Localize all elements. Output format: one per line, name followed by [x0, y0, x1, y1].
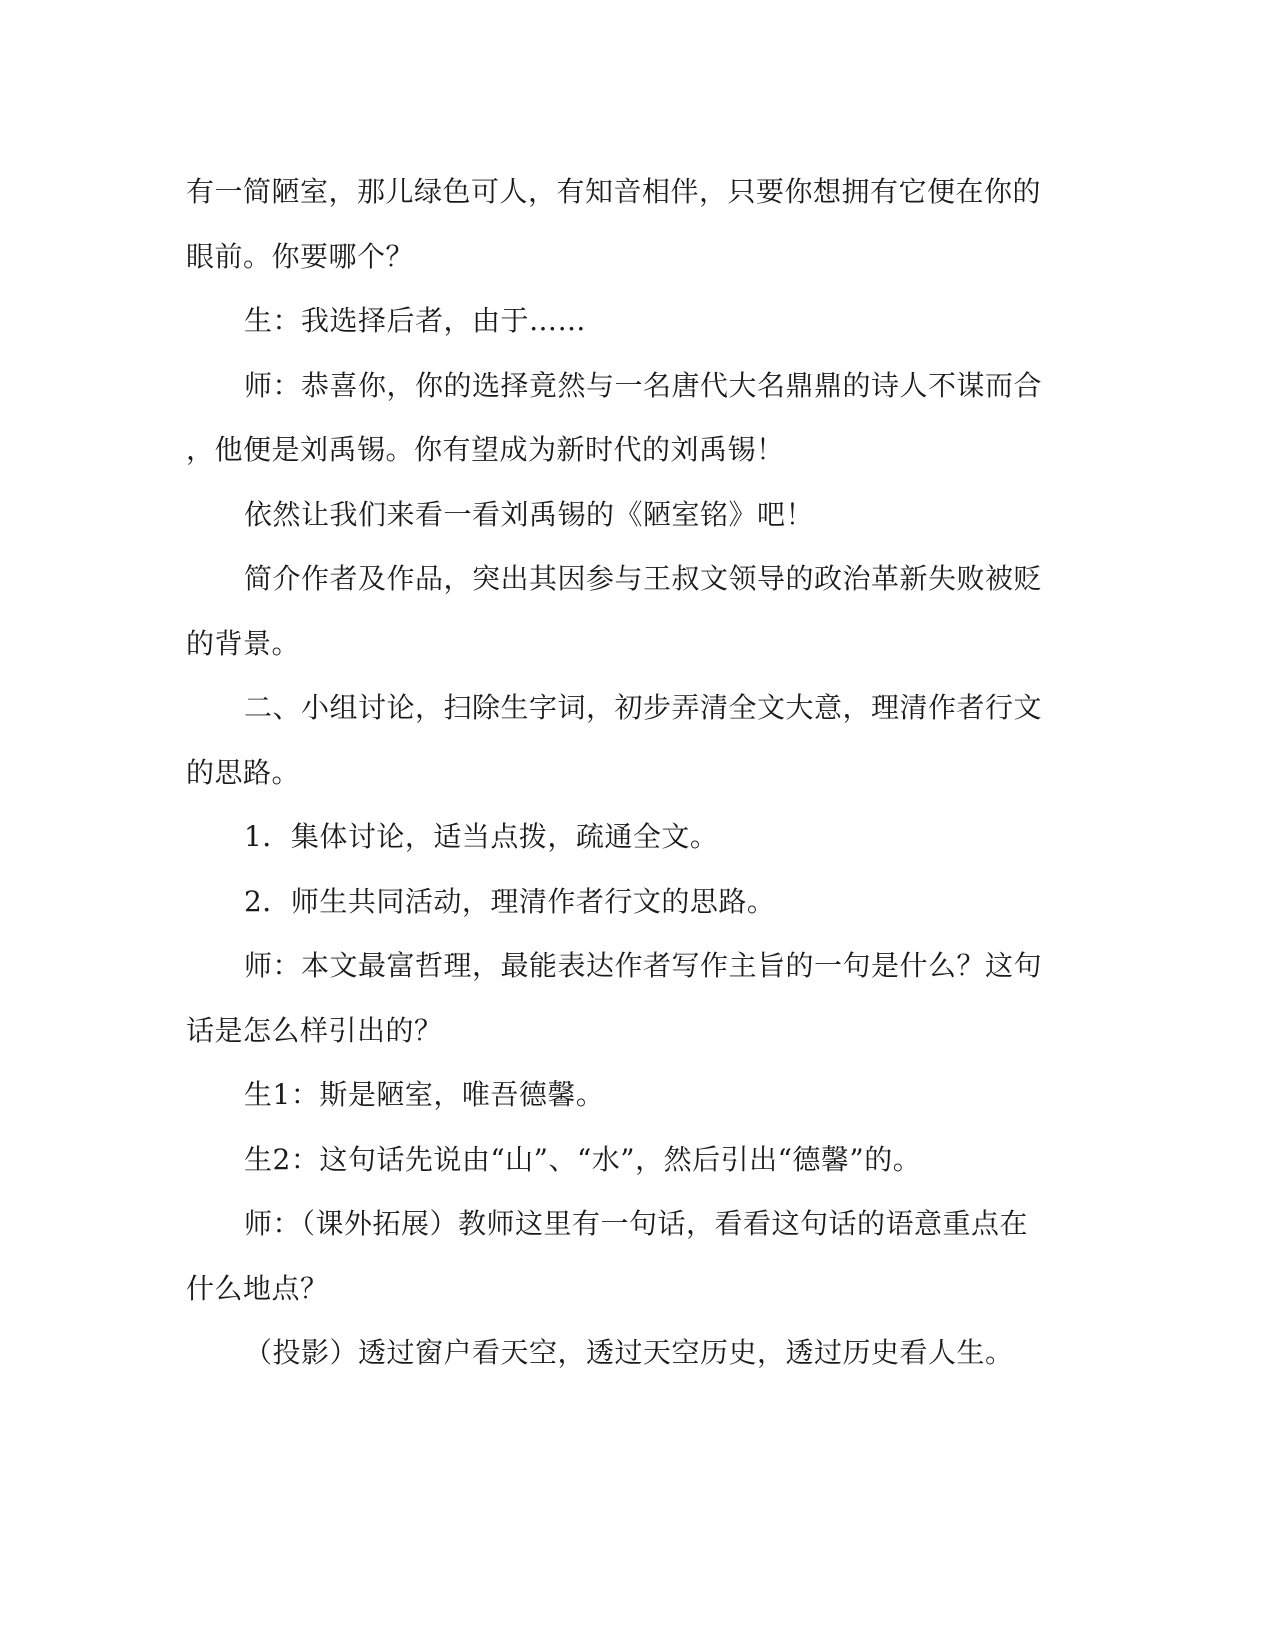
text-line: 依然让我们来看一看刘禹锡的《陋室铭》吧！	[244, 497, 815, 531]
text-line: 话是怎么样引出的？	[186, 1013, 443, 1047]
text-line: ，他便是刘禹锡。你有望成为新时代的刘禹锡！	[186, 433, 785, 466]
text-line: 有一简陋室，那儿绿色可人，有知音相伴，只要你想拥有它便在你的	[186, 175, 1042, 208]
text-line: 什么地点？	[186, 1271, 329, 1305]
text-line: 生：我选择后者，由于……	[244, 304, 587, 337]
text-line: （投影）透过窗户看天空，透过天空历史，透过历史看人生。	[244, 1336, 1014, 1369]
text-line: 师：（课外拓展）教师这里有一句话，看看这句话的语意重点在	[244, 1207, 1029, 1240]
text-line: 的背景。	[186, 626, 301, 660]
text-line: 的思路。	[186, 755, 301, 789]
body-text	[186, 160, 1066, 1386]
text-line: 生1：斯是陋室，唯吾德馨。	[244, 1078, 605, 1111]
text-line: 眼前。你要哪个？	[186, 239, 415, 273]
text-line: 师：恭喜你，你的选择竟然与一名唐代大名鼎鼎的诗人不谋而合	[244, 368, 1043, 402]
text-line: 2．师生共同活动，理清作者行文的思路。	[244, 884, 776, 918]
text-line: 1．集体讨论，适当点拨，疏通全文。	[244, 820, 719, 853]
text-line: 师：本文最富哲理，最能表达作者写作主旨的一句是什么？这句	[244, 949, 1043, 982]
text-line: 生2：这句话先说由“山”、“水”，然后引出“德馨”的。	[244, 1142, 922, 1176]
text-line: 简介作者及作品，突出其因参与王叔文领导的政治革新失败被贬	[244, 562, 1043, 595]
text-line: 二、小组讨论，扫除生字词，初步弄清全文大意，理清作者行文	[244, 691, 1043, 724]
